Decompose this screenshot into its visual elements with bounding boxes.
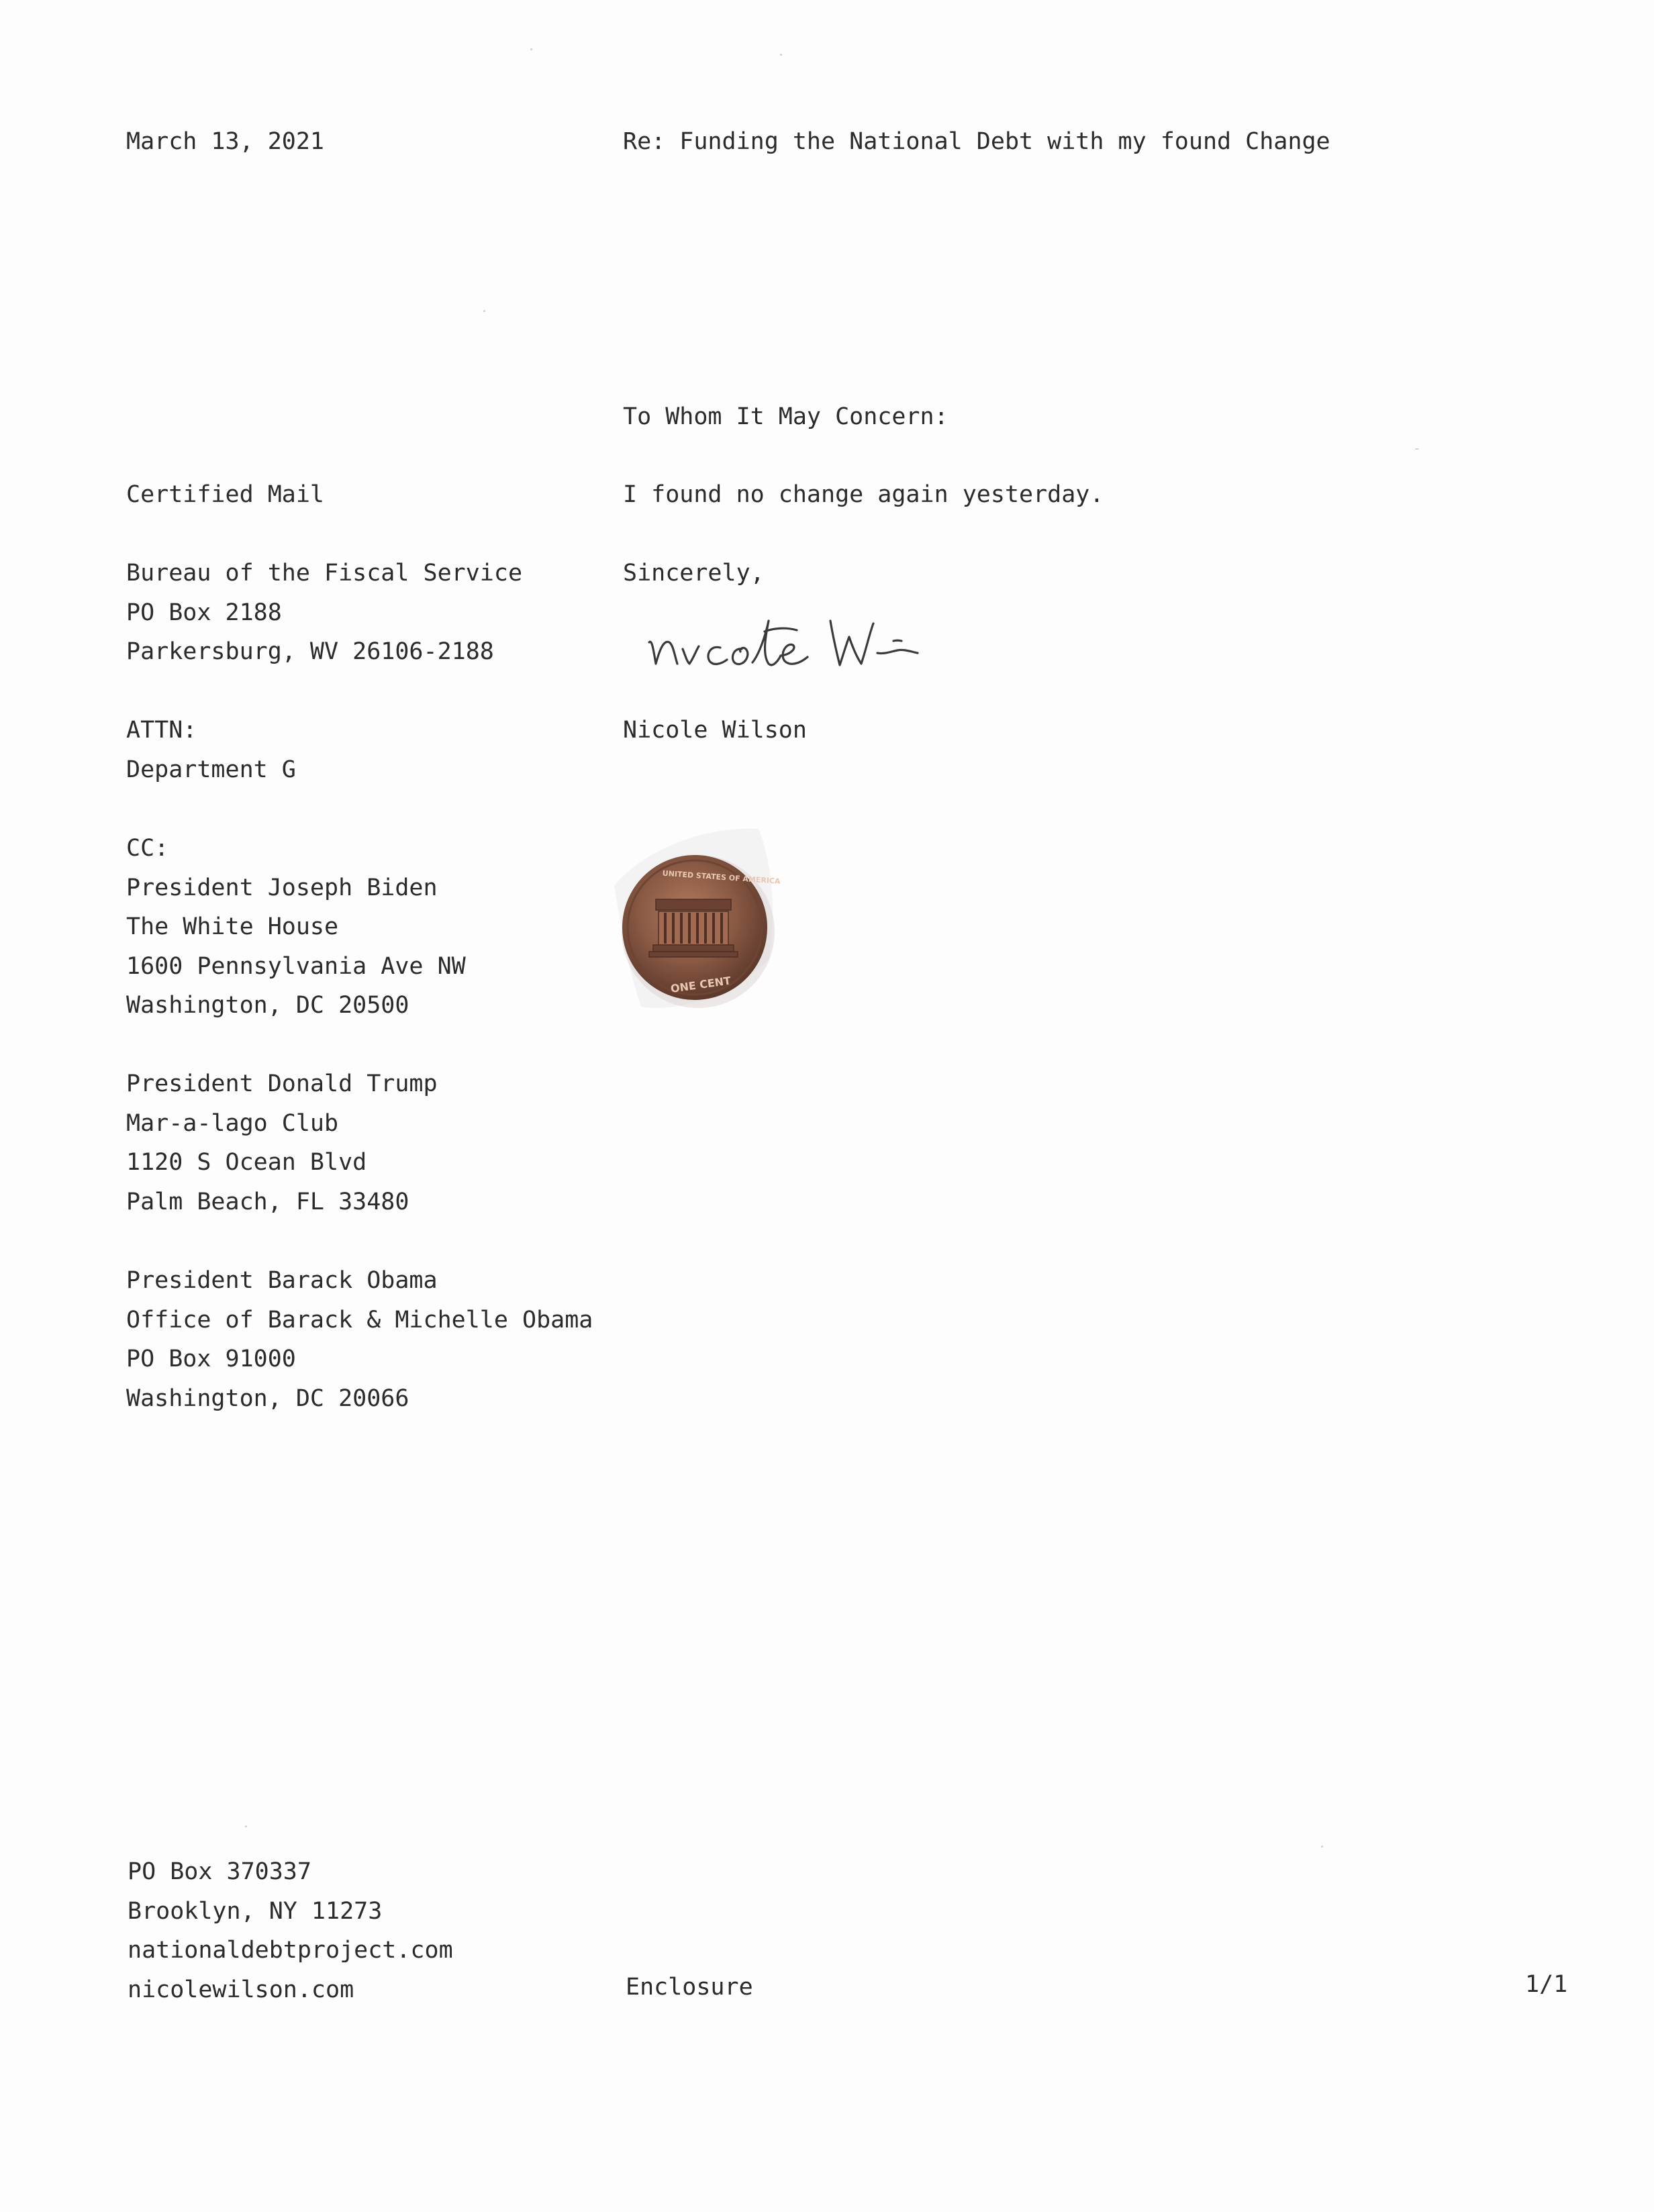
handwritten-signature [641,607,1017,681]
scan-speck [530,48,532,50]
scan-speck [780,54,782,56]
letter-body: I found no change again yesterday. [623,481,1104,508]
penny-coin-icon [601,825,789,1027]
signer-name: Nicole Wilson [623,717,807,744]
cc-block [126,829,466,1025]
address-line: PO Box 2188 [126,599,282,626]
cc-address-line: PO Box 91000 [126,1346,296,1372]
cc-address-line: President Donald Trump [126,1070,438,1097]
sender-line: Brooklyn, NY 11273 [128,1897,383,1925]
attention-label: ATTN: [126,717,197,744]
svg-text:ONE CENT: ONE CENT [669,974,732,995]
cc-address-line: President Joseph Biden [126,874,438,901]
cc-recipient-trump [126,1064,438,1221]
cc-recipient-obama [126,1261,593,1418]
cc-address-line: Washington, DC 20066 [126,1385,409,1412]
scan-speck [483,310,485,312]
address-line: Bureau of the Fiscal Service [126,560,523,587]
cc-address-line: 1600 Pennsylvania Ave NW [126,952,466,980]
cc-label: CC: [126,835,169,862]
cc-address-line: Mar-a-lago Club [126,1109,339,1137]
mailing-method: Certified Mail [126,481,325,508]
cc-address-line: The White House [126,913,339,940]
cc-address-line: 1120 S Ocean Blvd [126,1149,367,1176]
attention-block [126,711,296,789]
cc-address-line: President Barack Obama [126,1267,438,1294]
recipient-address [126,554,522,672]
cc-address-line: Washington, DC 20500 [126,992,409,1019]
scan-speck [1415,448,1419,450]
sender-line: PO Box 370337 [128,1858,311,1885]
subject-line: Re: Funding the National Debt with my found Change [623,128,1330,155]
scan-speck [245,1825,247,1827]
scan-speck [1321,1846,1323,1848]
enclosure-label: Enclosure [626,1974,753,2001]
sender-website: nicolewilson.com [128,1976,354,2003]
sender-website: nationaldebtproject.com [128,1937,453,1964]
address-line: Parkersburg, WV 26106-2188 [126,638,494,665]
letter-date: March 13, 2021 [126,128,325,155]
cc-address-line: Palm Beach, FL 33480 [126,1188,409,1215]
attention-department: Department G [126,756,296,783]
svg-text:UNITED STATES OF AMERICA: UNITED STATES OF AMERICA [662,868,781,886]
closing: Sincerely, [623,560,765,587]
sender-address [128,1852,453,2009]
salutation: To Whom It May Concern: [623,403,948,430]
page-number: 1/1 [1525,1971,1568,1998]
cc-address-line: Office of Barack & Michelle Obama [126,1306,593,1334]
